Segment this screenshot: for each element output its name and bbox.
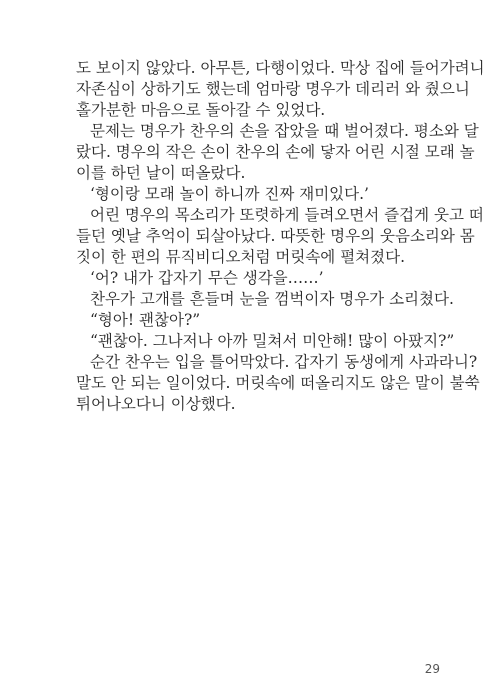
text-line: ‘형이랑 모래 놀이 하니까 진짜 재미있다.’ — [90, 185, 369, 203]
paragraph — [76, 352, 480, 415]
text-line: 자존심이 상하기도 했는데 엄마랑 명우가 데리러 와 줬으니 — [76, 80, 470, 98]
text-line: 도 보이지 않았다. 아무튼, 다행이었다. 막상 집에 들어가려니 — [76, 59, 485, 77]
text-line: 순간 찬우는 입을 틀어막았다. 갑자기 동생에게 사과라니? — [90, 353, 478, 371]
text-line: 문제는 명우가 찬우의 손을 잡았을 때 벌어졌다. 평소와 달 — [90, 122, 479, 140]
paragraph — [76, 310, 448, 331]
text-line: 홀가분한 마음으로 돌아갈 수 있었다. — [76, 101, 326, 119]
text-line: 말도 안 되는 일이었다. 머릿속에 떠올리지도 않은 말이 불쑥 — [76, 374, 480, 392]
text-line: 들던 옛날 추억이 되살아났다. 따뜻한 명우의 웃음소리와 몸 — [76, 227, 475, 245]
page-number: 29 — [424, 662, 440, 676]
text-line: 짓이 한 편의 뮤직비디오처럼 머릿속에 펼쳐졌다. — [76, 248, 406, 266]
text-line: “형아! 괜찮아?” — [90, 311, 201, 329]
paragraph — [76, 268, 448, 289]
text-line: 찬우가 고개를 흔들며 눈을 껌벅이자 명우가 소리쳤다. — [90, 290, 454, 308]
paragraph — [76, 331, 455, 352]
page-body-text — [76, 58, 485, 415]
paragraph — [76, 184, 448, 205]
text-line: “괜찮아. 그나저나 아까 밀쳐서 미안해! 많이 아팠지?” — [90, 332, 455, 350]
paragraph — [76, 289, 454, 310]
paragraph — [76, 121, 479, 184]
paragraph — [76, 205, 484, 268]
text-line: 튀어나오다니 이상했다. — [76, 395, 236, 413]
text-line: 어린 명우의 목소리가 또렷하게 들려오면서 즐겁게 웃고 떠 — [90, 206, 484, 224]
paragraph — [76, 58, 485, 121]
text-line: ‘어? 내가 갑자기 무슨 생각을……’ — [90, 269, 324, 287]
text-line: 이를 하던 날이 떠올랐다. — [76, 164, 246, 182]
text-line: 랐다. 명우의 작은 손이 찬우의 손에 닿자 어린 시절 모래 놀 — [76, 143, 475, 161]
